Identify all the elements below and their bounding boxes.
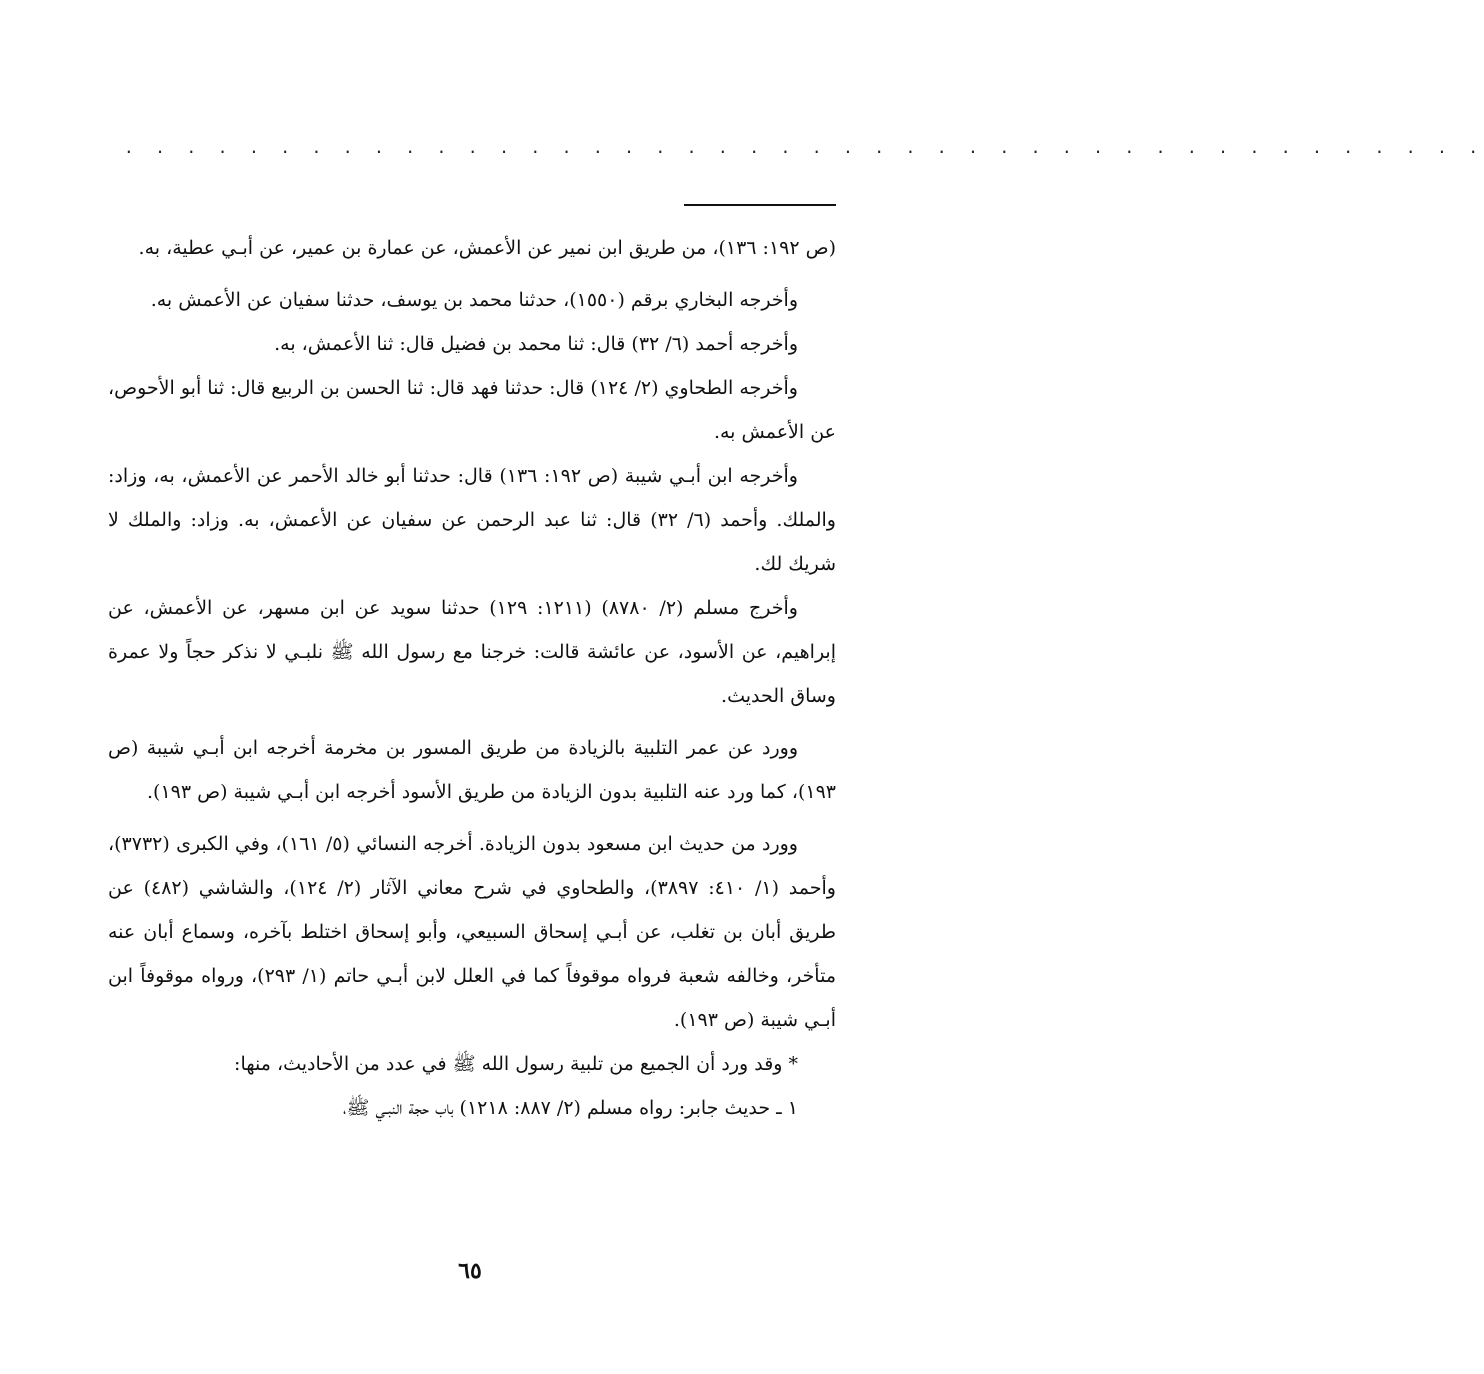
- paragraph-2: وأخرجه البخاري برقم (١٥٥٠)، حدثنا محمد بن يوسف، حدثنا سفيان عن الأعمش به.: [150, 289, 798, 311]
- footnote-rule: [684, 204, 836, 206]
- paragraph-3: وأخرجه أحمد (٦/ ٣٢) قال: ثنا محمد بن فضيل قال: ثنا الأعمش، به.: [274, 333, 798, 355]
- paragraph-1: (ص ١٩٢: ١٣٦)، من طريق ابن نمير عن الأعمش، عن عمارة بن عمير، عن أبـي عطية، به.: [138, 237, 836, 259]
- paragraph-6: وأخرج مسلم (٢/ ٨٧٨٠) (١٢١١: ١٢٩) حدثنا سويد عن ابن مسهر، عن الأعمش، عن إبراهيم، عن الأسود، عن عائشة قالت: خرجنا مع رسول الله ﷺ نلبـي لا نذكر حجاً ولا عمرة وساق الحديث.: [108, 597, 836, 707]
- separator-dots: . . . . . . . . . . . . . . . . . . . . . . . . . . . . . . . . . . . . . . . . . . . .: [124, 138, 1484, 157]
- paragraph-10: ١ ـ حديث جابر: رواه مسلم (٢/ ٨٨٧: ١٢١٨) باب حجة النبـي ﷺ،: [342, 1097, 798, 1119]
- paragraph-9: * وقد ورد أن الجميع من تلبية رسول الله ﷺ في عدد من الأحاديث، منها:: [234, 1053, 798, 1075]
- paragraph-7: وورد عن عمر التلبية بالزيادة من طريق المسور بن مخرمة أخرجه ابن أبـي شيبة (ص ١٩٣)، كما ورد عنه التلبية بدون الزيادة من طريق الأسود أخرجه ابن أبـي شيبة (ص ١٩٣).: [108, 737, 836, 803]
- page-body: [108, 226, 836, 1130]
- paragraph-5: وأخرجه ابن أبـي شيبة (ص ١٩٢: ١٣٦) قال: حدثنا أبو خالد الأحمر عن الأعمش، به، وزاد: والملك. وأحمد (٦/ ٣٢) قال: ثنا عبد الرحمن عن سفيان عن الأعمش، به. وزاد: والملك لا شريك لك.: [108, 465, 836, 575]
- paragraph-4: وأخرجه الطحاوي (٢/ ١٢٤) قال: حدثنا فهد قال: ثنا الحسن بن الربيع قال: ثنا أبو الأحوص، عن الأعمش به.: [108, 377, 836, 443]
- page-number: ٦٥: [458, 1258, 482, 1284]
- paragraph-8: وورد من حديث ابن مسعود بدون الزيادة. أخرجه النسائي (٥/ ١٦١)، وفي الكبرى (٣٧٣٢)، وأحمد (١/ ٤١٠: ٣٨٩٧)، والطحاوي في شرح معاني الآثار (٢/ ١٢٤)، والشاشي (٤٨٢) عن طريق أبان بن تغلب، عن أبـي إسحاق السبيعي، وأبو إسحاق اختلط بآخره، وسماع أبان عنه متأخر، وخالفه شعبة فرواه موقوفاً كما في العلل لابن أبـي حاتم (١/ ٢٩٣)، ورواه موقوفاً ابن أبـي شيبة (ص ١٩٣).: [108, 833, 837, 1031]
